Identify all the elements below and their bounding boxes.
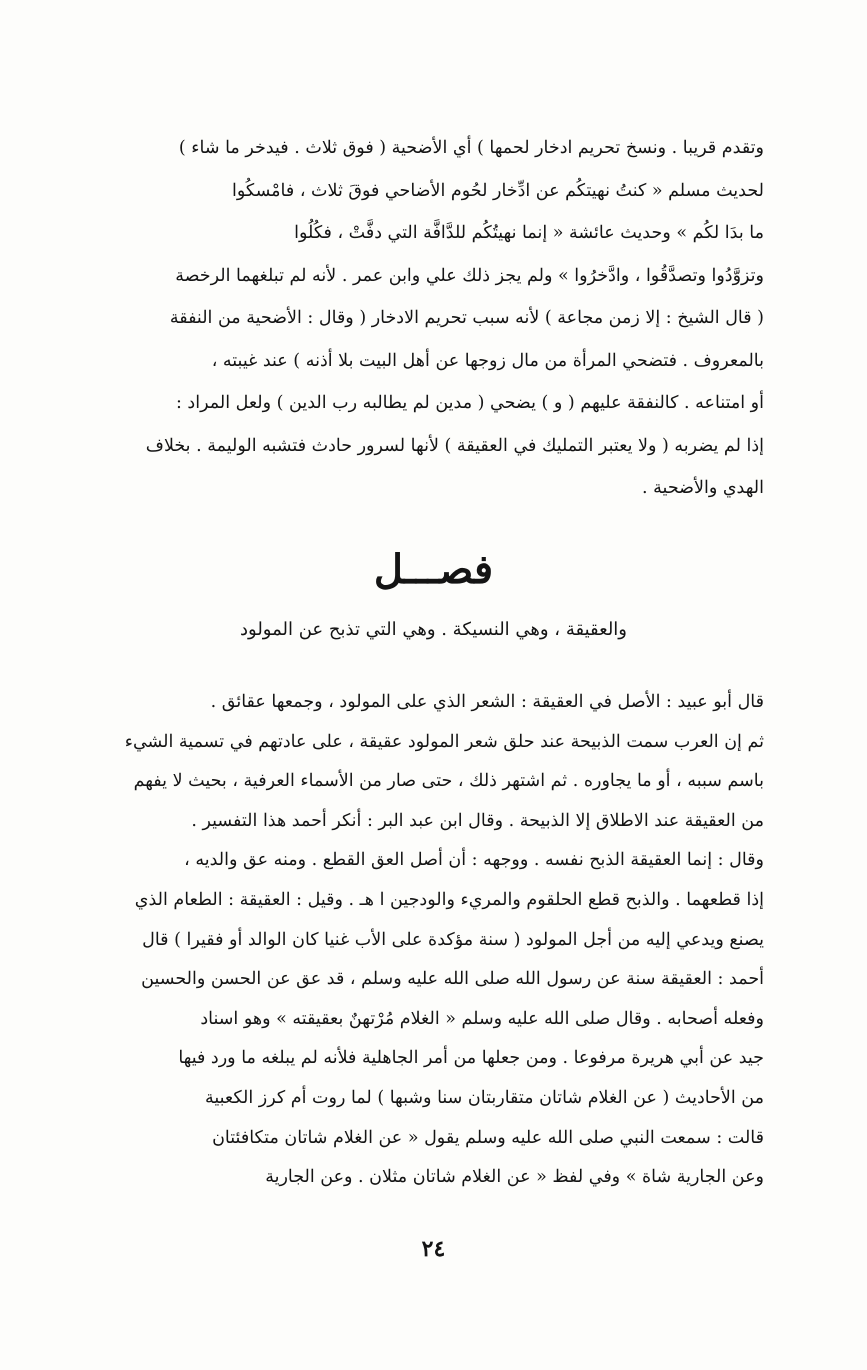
text-line: جيد عن أبي هريرة مرفوعا . ومن جعلها من أمر الجاهلية فلأنه لم يبلغه ما ورد فيها — [178, 1048, 764, 1069]
text-line: وقال : إنما العقيقة الذبح نفسه . ووجهه : أن أصل العق القطع . ومنه عق والديه ، — [184, 850, 764, 871]
text-line: يصنع ويدعي إليه من أجل المولود ( سنة مؤكدة على الأب غنيا كان الوالد أو فقيرا ) قال — [142, 929, 764, 950]
text-line: إذا لم يضربه ( ولا يعتبر التمليك في العقيقة ) لأنها لسرور حادث فتشبه الوليمة . بخلاف — [145, 435, 764, 456]
text-line: وتقدم قريبا . ونسخ تحريم ادخار لحمها ) أي الأضحية ( فوق ثلاث . فيدخر ما شاء ) — [178, 138, 764, 158]
text-line: ما بدَا لكُم » وحديث عائشة « إنما نهيتُكُم للدَّافَّة التي دفَّتْ ، فكُلُوا — [294, 223, 764, 243]
section-subtitle: والعقيقة ، وهي النسيكة . وهي التي تذبح عن المولود — [240, 619, 627, 640]
text-line: وفعله أصحابه . وقال صلى الله عليه وسلم « الغلام مُرْتهنٌ بعقيقته » وهو اسناد — [200, 1008, 764, 1029]
text-line: من العقيقة عند الاطلاق إلا الذبيحة . وقال ابن عبد البر : أنكر أحمد هذا التفسير . — [191, 810, 764, 831]
text-line: الهدي والأضحية . — [642, 478, 764, 498]
text-line: وتزوَّدُوا وتصدَّقُوا ، وادَّخرُوا » ولم يجز ذلك علي وابن عمر . لأنه لم تبلغهما الرخصة — [175, 265, 764, 286]
text-line: باسم سببه ، أو ما يجاوره . ثم اشتهر ذلك ، حتى صار من الأسماء العرفية ، بحيث لا يفهم — [133, 771, 764, 792]
text-line: أحمد : العقيقة سنة عن رسول الله صلى الله عليه وسلم ، قد عق عن الحسن والحسين — [141, 969, 764, 990]
page-number: ٢٤ — [421, 1236, 446, 1262]
paragraph-2 — [100, 683, 764, 1198]
text-line: ( قال الشيخ : إلا زمن مجاعة ) لأنه سبب تحريم الادخار ( وقال : الأضحية من النفقة — [169, 308, 764, 328]
text-line: بالمعروف . فتضحي المرأة من مال زوجها عن أهل البيت بلا أذنه ) عند غيبته ، — [211, 350, 764, 371]
text-line: قال أبو عبيد : الأصل في العقيقة : الشعر الذي على المولود ، وجمعها عقائق . — [210, 692, 764, 712]
text-line: ثم إن العرب سمت الذبيحة عند حلق شعر المولود عقيقة ، على عادتهم في تسمية الشيء — [124, 731, 764, 752]
text-line: قالت : سمعت النبي صلى الله عليه وسلم يقول « عن الغلام شاتان متكافئتان — [212, 1127, 764, 1148]
text-line: إذا قطعهما . والذبح قطع الحلقوم والمريء والودجين ا هـ . وقيل : العقيقة : الطعام الذي — [134, 889, 764, 910]
paragraph-1 — [100, 127, 764, 510]
text-line: من الأحاديث ( عن الغلام شاتان متقاربتان سنا وشبها ) لما روت أم كرز الكعبية — [204, 1087, 764, 1108]
section-heading: فصـــل — [373, 546, 494, 593]
text-line: أو امتناعه . كالنفقة عليهم ( و ) يضحي ( مدين لم يطالبه رب الدين ) ولعل المراد : — [175, 393, 764, 413]
text-line: لحديث مسلم « كنتُ نهيتكُم عن ادِّخار لحُوم الأضاحي فوقَ ثلاث ، فامْسكُوا — [232, 180, 764, 201]
text-line: وعن الجارية شاة » وفي لفظ « عن الغلام شاتان مثلان . وعن الجارية — [265, 1167, 764, 1188]
